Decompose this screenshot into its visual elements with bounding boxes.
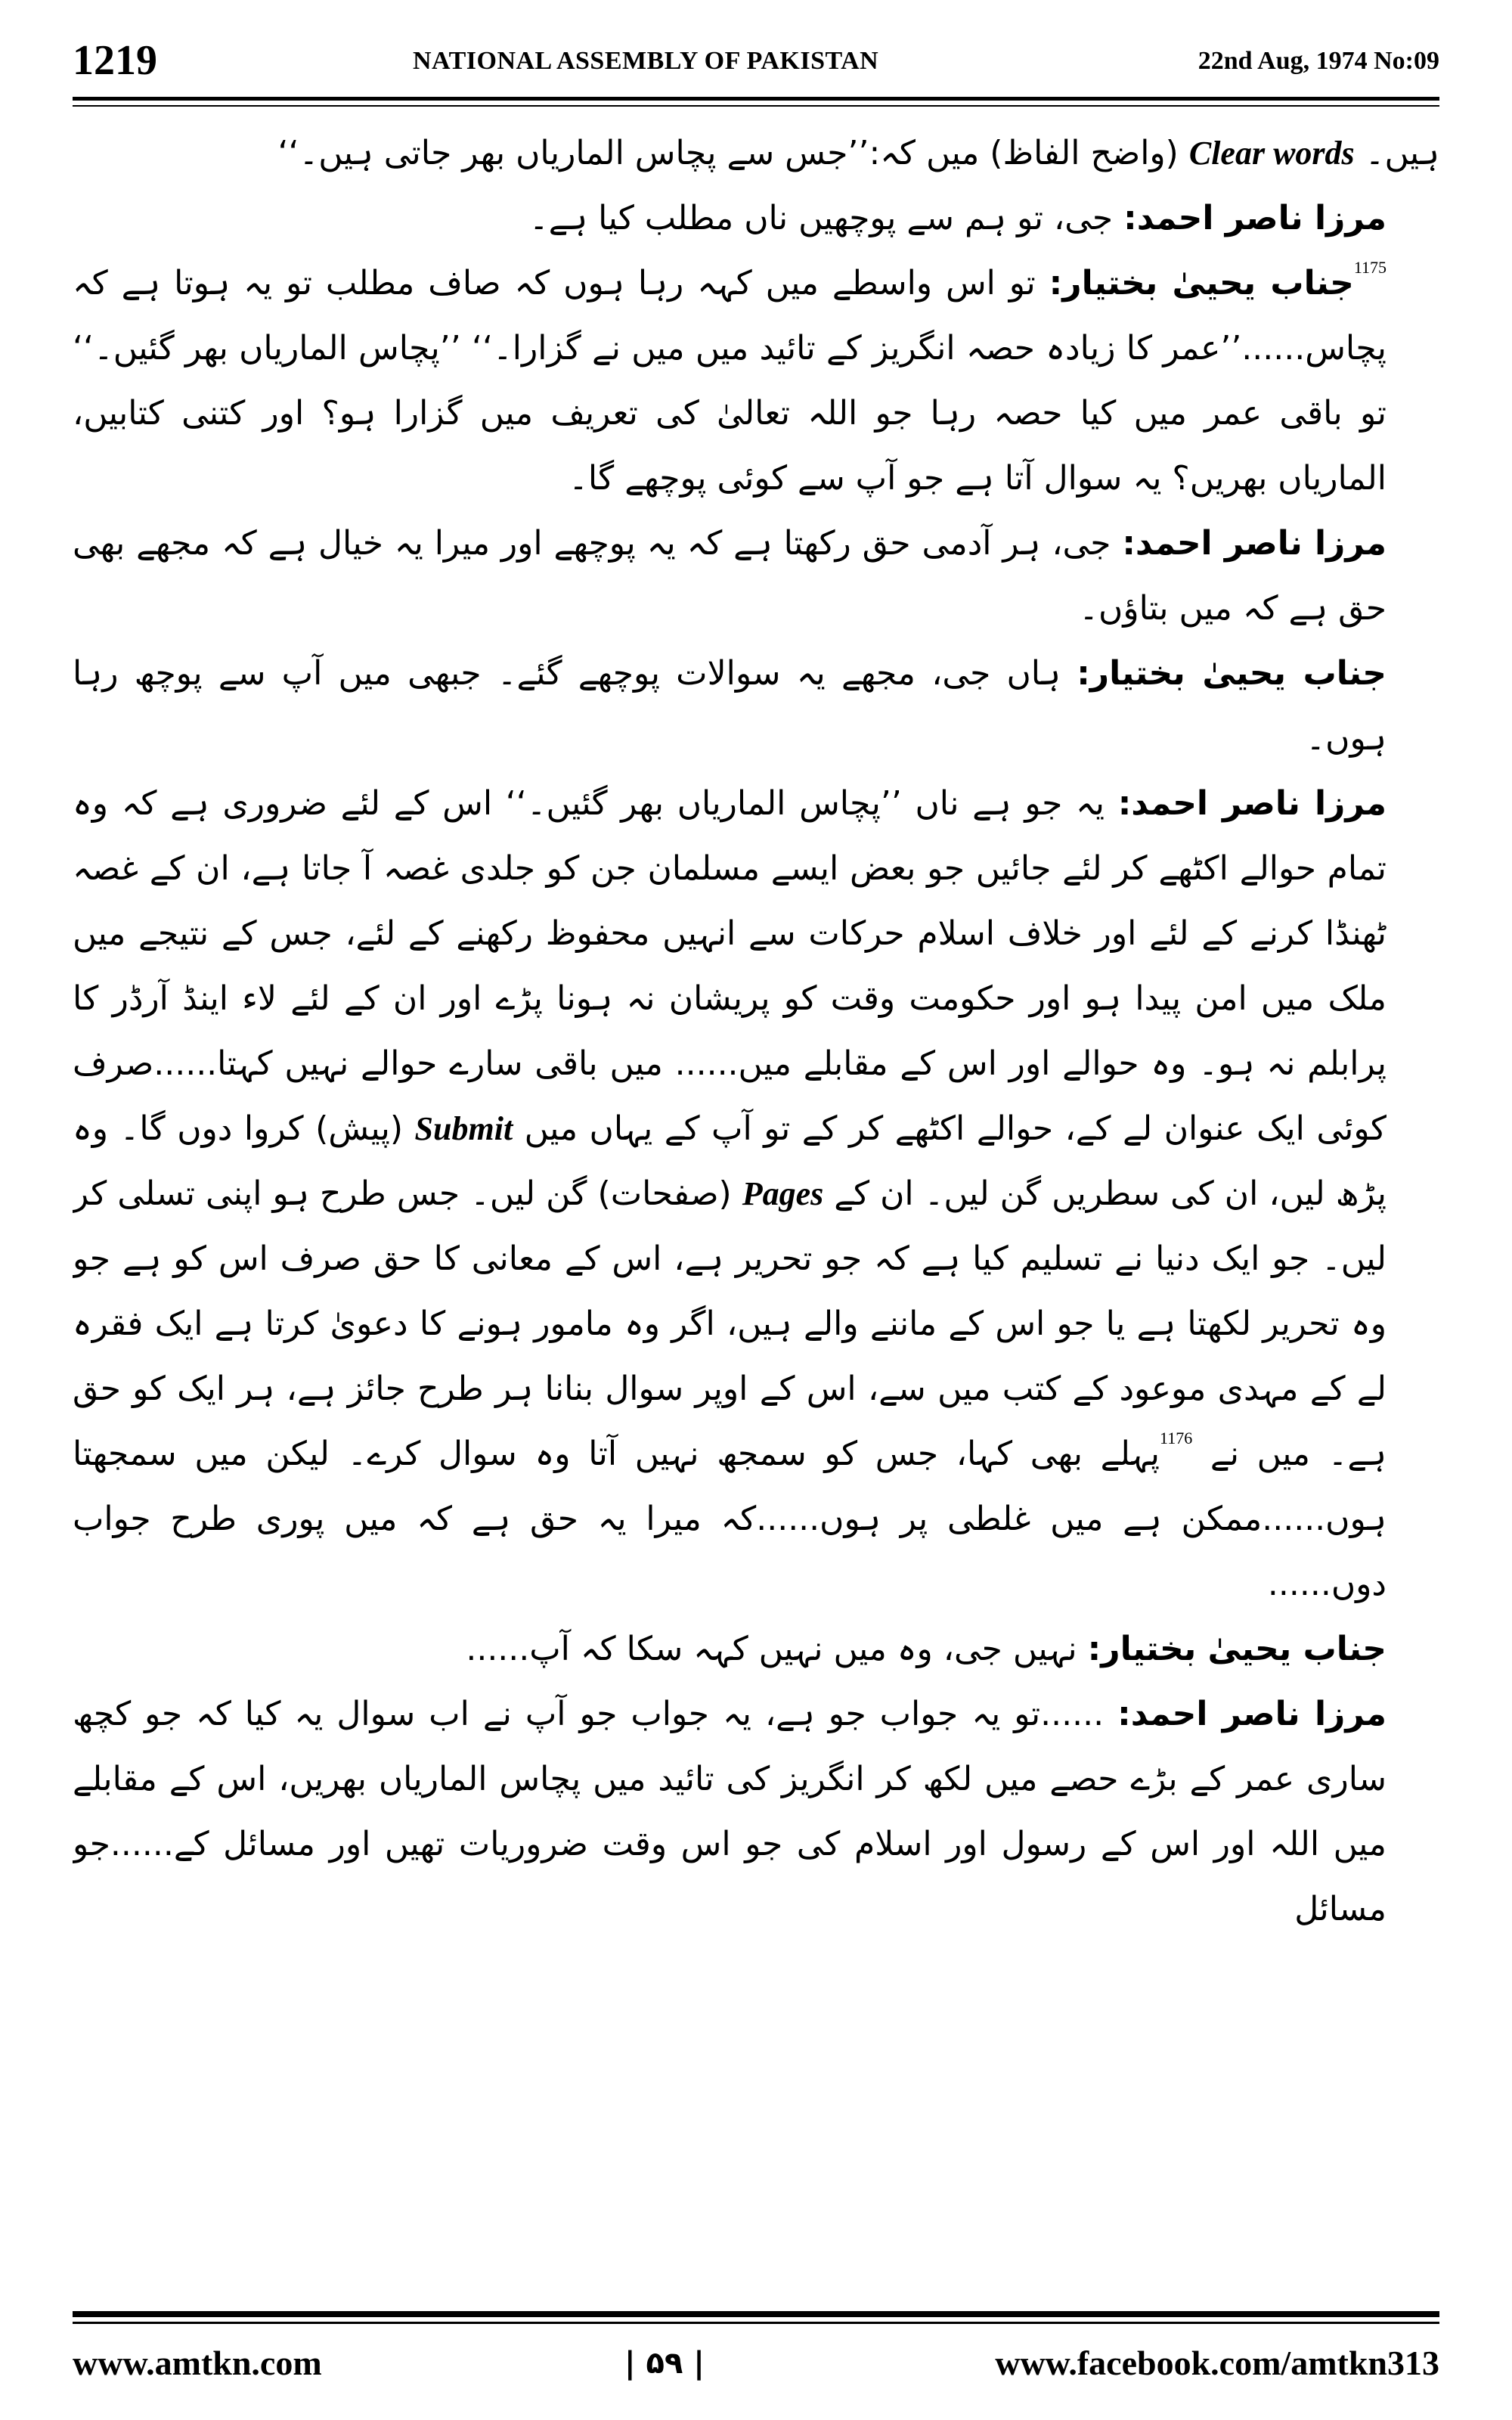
transcript-paragraph	[73, 251, 1439, 511]
reference-number: 1175	[1353, 258, 1387, 277]
header-rule-thin	[73, 105, 1439, 107]
paragraph-text: یہ جو ہے ناں ’’پچاس الماریاں بھر گئیں۔‘‘ اس کے لئے ضروری ہے کہ وہ تمام حوالے اکٹھے کر لئے جائیں جو بعض ایسے مسلمان جن کو جلدی غصہ آ جاتا ہے، ان کے غصہ ٹھنڈا کرنے کے لئے اور خلاف اسلام حرکات سے انہیں محفوظ رکھنے کے لئے، جس کے نتیجے میں ملک میں امن پیدا ہو اور حکومت وقت کو پریشان نہ ہونا پڑے اور ان کے لئے لاء اینڈ آرڈر کا پرابلم نہ ہو۔ وہ حوالے اور اس کے مقابلے میں...... میں باقی سارے حوالے نہیں کہتا......صرف کوئی ایک عنوان لے کے، حوالے اکٹھے کر کے تو آپ کے یہاں میں	[73, 784, 1387, 1148]
header-rule-thick	[73, 97, 1439, 101]
page-number: 1219	[73, 37, 157, 84]
speaker-name: مرزا ناصر احمد:	[1117, 1695, 1387, 1733]
paragraph-text: ہیں۔	[1354, 134, 1439, 172]
assembly-title: NATIONAL ASSEMBLY OF PAKISTAN	[413, 47, 879, 75]
speaker-name: جناب یحییٰ بختیار:	[1077, 654, 1387, 693]
paragraph-text: جی، تو ہم سے پوچھیں ناں مطلب کیا ہے۔	[528, 199, 1124, 237]
transcript-paragraph	[73, 121, 1439, 186]
page-footer	[73, 2337, 1439, 2397]
paragraph-text: جی، ہر آدمی حق رکھتا ہے کہ یہ پوچھے اور میرا یہ خیال ہے کہ مجھے بھی حق ہے کہ میں بتاؤں۔	[73, 524, 1387, 628]
speaker-name: مرزا ناصر احمد:	[1123, 199, 1387, 237]
english-term: Clear words	[1188, 135, 1355, 172]
paragraph-text: ......تو یہ جواب جو ہے، یہ جواب جو آپ نے اب سوال یہ کیا کہ جو کچھ ساری عمر کے بڑے حصے میں لکھ کر انگریز کی تائید میں پچاس الماریاں بھریں، اس کے مقابلے میں اللہ اور اس کے رسول اور اسلام کی جو اس وقت ضروریات تھیں اور مسائل کے......جو مسائل	[73, 1695, 1387, 1928]
website-link[interactable]: www.amtkn.com	[73, 2344, 322, 2382]
reference-number: 1176	[1160, 1429, 1193, 1447]
speaker-name: مرزا ناصر احمد:	[1117, 784, 1387, 823]
transcript-paragraph	[73, 641, 1439, 771]
paragraph-text: (واضح الفاظ) میں کہ:’’جس سے پچاس الماریاں بھر جاتی ہیں۔‘‘	[277, 134, 1189, 172]
paragraph-text: (پیش) کروا دوں گا۔ وہ پڑھ لیں، ان کی سطریں گن لیں۔ ان کے	[73, 1109, 1387, 1213]
speaker-name: جناب یحییٰ بختیار:	[1049, 264, 1354, 302]
transcript-paragraph	[73, 1682, 1439, 1942]
english-term: Pages	[742, 1175, 824, 1212]
footer-rule-thin	[73, 2322, 1439, 2324]
page-header	[73, 36, 1439, 91]
paragraph-text: (صفحات) گن لیں۔ جس طرح ہو اپنی تسلی کر لیں۔ جو ایک دنیا نے تسلیم کیا ہے کہ جو تحریر ہے، اس کے معانی کا حق صرف اس کو ہے جو وہ تحریر لکھتا ہے یا جو اس کے ماننے والے ہیں، اگر وہ مامور ہونے کا دعویٰ کرتا ہے ایک فقرہ لے کے مہدی موعود کے کتب میں سے، اس کے اوپر سوال بنانا ہر طرح جائز ہے، ہر ایک کو حق ہے۔ میں نے	[73, 1174, 1387, 1473]
transcript-body	[73, 121, 1439, 2299]
paragraph-text: پہلے بھی کہا، جس کو سمجھ نہیں آتا وہ سوال کرے۔ لیکن میں سمجھتا ہوں......ممکن ہے میں غلطی پر ہوں......کہ میرا یہ حق ہے کہ میں پوری طرح جواب دوں......	[73, 1435, 1387, 1603]
speaker-name: مرزا ناصر احمد:	[1122, 524, 1387, 563]
transcript-paragraph	[73, 771, 1439, 1617]
paragraph-text: نہیں جی، وہ میں نہیں کہہ سکا کہ آپ......	[466, 1630, 1088, 1668]
transcript-paragraph	[73, 511, 1439, 641]
speaker-name: جناب یحییٰ بختیار:	[1087, 1630, 1387, 1668]
transcript-paragraph	[73, 1617, 1439, 1682]
session-date: 22nd Aug, 1974 No:09	[1198, 47, 1439, 75]
transcript-paragraph	[73, 186, 1439, 251]
facebook-link[interactable]: www.facebook.com/amtkn313	[995, 2344, 1439, 2382]
paragraph-text: تو اس واسطے میں کہہ رہا ہوں کہ صاف مطلب تو یہ ہوتا ہے کہ پچاس......’’عمر کا زیادہ حصہ انگریز کے تائید میں میں نے گزارا۔‘‘ ’’پچاس الماریاں بھر گئیں۔‘‘ تو باقی عمر میں کیا حصہ رہا جو اللہ تعالیٰ کی تعریف میں گزارا ہو؟ اور کتنی کتابیں، الماریاں بھریں؟ یہ سوال آتا ہے جو آپ سے کوئی پوچھے گا۔	[73, 264, 1387, 498]
english-term: Submit	[414, 1110, 513, 1147]
footer-rule-thick	[73, 2311, 1439, 2317]
footer-page-number: | ۵۹ |	[624, 2346, 705, 2381]
paragraph-text: ہاں جی، مجھے یہ سوالات پوچھے گئے۔ جبھی میں آپ سے پوچھ رہا ہوں۔	[73, 654, 1387, 758]
